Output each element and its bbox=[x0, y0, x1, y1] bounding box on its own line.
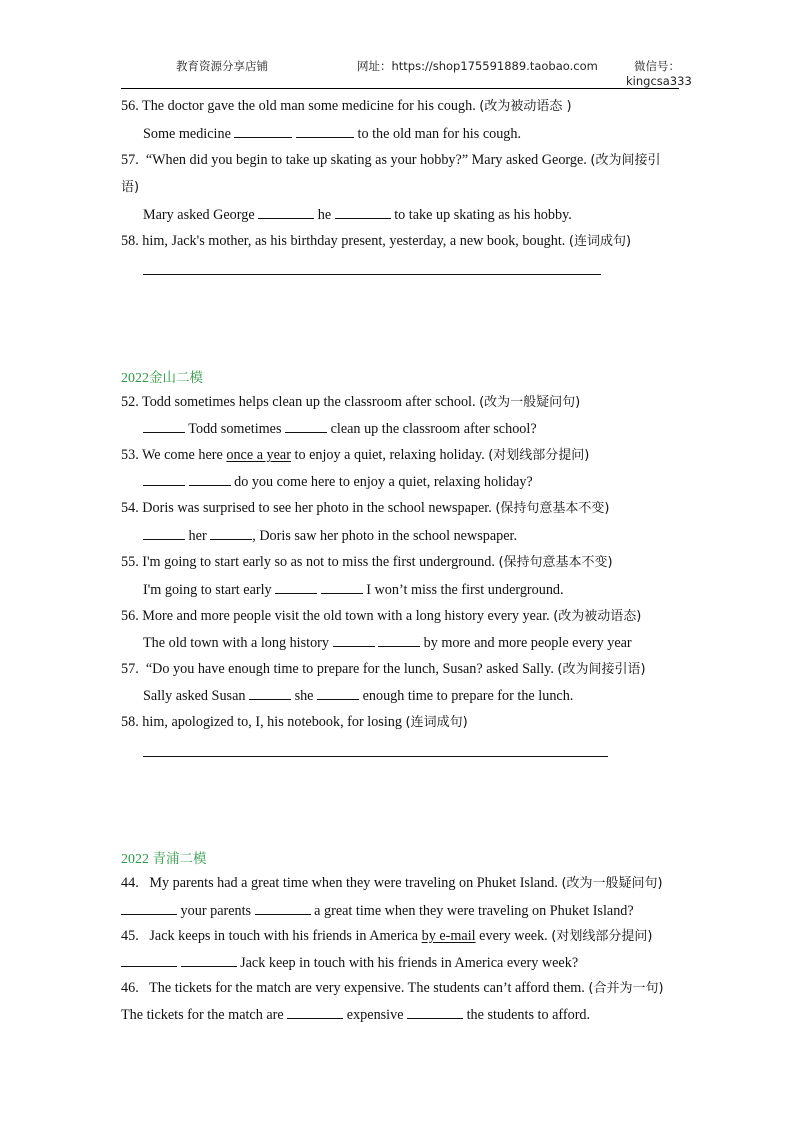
question-55: 55. I'm going to start early so as not to miss the first underground. (保持句意基本不变) bbox=[121, 554, 613, 570]
answer-line-58[interactable] bbox=[143, 274, 601, 275]
answer-blank[interactable] bbox=[287, 1006, 343, 1019]
shop-name: 教育资源分享店铺 bbox=[176, 59, 268, 73]
answer-blank[interactable] bbox=[255, 902, 311, 915]
header-rule bbox=[121, 88, 679, 89]
answer-54: her , Doris saw her photo in the school newspaper. bbox=[143, 527, 517, 545]
answer-46: The tickets for the match are expensive the students to afford. bbox=[121, 1007, 591, 1023]
question-57b: 57. “Do you have enough time to prepare for the lunch, Susan? asked Sally. (改为间接引语) bbox=[121, 661, 646, 677]
answer-blank[interactable] bbox=[275, 581, 317, 594]
question-57-cont: 语) bbox=[121, 180, 140, 195]
answer-blank[interactable] bbox=[143, 420, 185, 433]
answer-blank[interactable] bbox=[333, 634, 375, 647]
question-57: 57. “When did you begin to take up skating as your hobby?” Mary asked George. (改为间接引 bbox=[121, 152, 661, 168]
answer-blank[interactable] bbox=[143, 527, 185, 540]
answer-57b: Sally asked Susan she enough time to prepare for the lunch. bbox=[143, 688, 574, 704]
answer-44: your parents a great time when they were traveling on Phuket Island? bbox=[121, 902, 634, 920]
answer-blank[interactable] bbox=[143, 473, 185, 486]
answer-56: Some medicine to the old man for his cough. bbox=[143, 126, 522, 142]
answer-blank[interactable] bbox=[258, 206, 314, 219]
answer-blank[interactable] bbox=[285, 420, 327, 433]
answer-blank[interactable] bbox=[249, 687, 291, 700]
answer-52: Todd sometimes clean up the classroom after school? bbox=[143, 420, 537, 438]
answer-blank[interactable] bbox=[317, 687, 359, 700]
question-44: 44. My parents had a great time when they were traveling on Phuket Island. (改为一般疑问句) bbox=[121, 875, 663, 891]
answer-line-58b[interactable] bbox=[143, 756, 608, 757]
answer-blank[interactable] bbox=[321, 581, 363, 594]
question-52: 52. Todd sometimes helps clean up the classroom after school. (改为一般疑问句) bbox=[121, 394, 581, 410]
answer-57: Mary asked George he to take up skating as his hobby. bbox=[143, 207, 572, 223]
answer-blank[interactable] bbox=[189, 473, 231, 486]
question-56: 56. The doctor gave the old man some medicine for his cough. (改为被动语态 ) bbox=[121, 98, 572, 114]
question-54: 54. Doris was surprised to see her photo in the school newspaper. (保持句意基本不变) bbox=[121, 500, 610, 516]
wechat-id: kingcsa333 bbox=[626, 74, 692, 88]
answer-blank[interactable] bbox=[234, 125, 292, 138]
shop-url: 网址：https://shop175591889.taobao.com bbox=[357, 59, 598, 73]
answer-blank[interactable] bbox=[407, 1006, 463, 1019]
question-58b: 58. him, apologized to, I, his notebook, for losing (连词成句) bbox=[121, 714, 468, 730]
answer-blank[interactable] bbox=[210, 527, 252, 540]
question-56b: 56. More and more people visit the old town with a long history every year. (改为被动语态) bbox=[121, 608, 642, 624]
answer-55: I'm going to start early I won’t miss the first underground. bbox=[143, 582, 564, 598]
answer-blank[interactable] bbox=[378, 634, 420, 647]
section-title-jinshan: 2022金山二模 bbox=[121, 370, 203, 386]
answer-53: do you come here to enjoy a quiet, relaxing holiday? bbox=[143, 473, 533, 491]
answer-blank[interactable] bbox=[181, 954, 237, 967]
question-45: 45. Jack keeps in touch with his friends in America by e-mail every week. (对划线部分提问) bbox=[121, 928, 653, 944]
answer-blank[interactable] bbox=[296, 125, 354, 138]
wechat-label: 微信号： bbox=[634, 59, 680, 73]
question-53: 53. We come here once a year to enjoy a quiet, relaxing holiday. (对划线部分提问) bbox=[121, 447, 590, 463]
answer-45: Jack keep in touch with his friends in America every week? bbox=[121, 954, 578, 972]
question-58: 58. him, Jack's mother, as his birthday present, yesterday, a new book, bought. (连词成句) bbox=[121, 233, 632, 249]
section-title-qingpu: 2022 青浦二模 bbox=[121, 851, 207, 867]
answer-56b: The old town with a long history by more and more people every year bbox=[143, 635, 632, 651]
answer-blank[interactable] bbox=[335, 206, 391, 219]
answer-blank[interactable] bbox=[121, 902, 177, 915]
question-46: 46. The tickets for the match are very expensive. The students can’t afford them. (合并为一句) bbox=[121, 980, 664, 996]
answer-blank[interactable] bbox=[121, 954, 177, 967]
